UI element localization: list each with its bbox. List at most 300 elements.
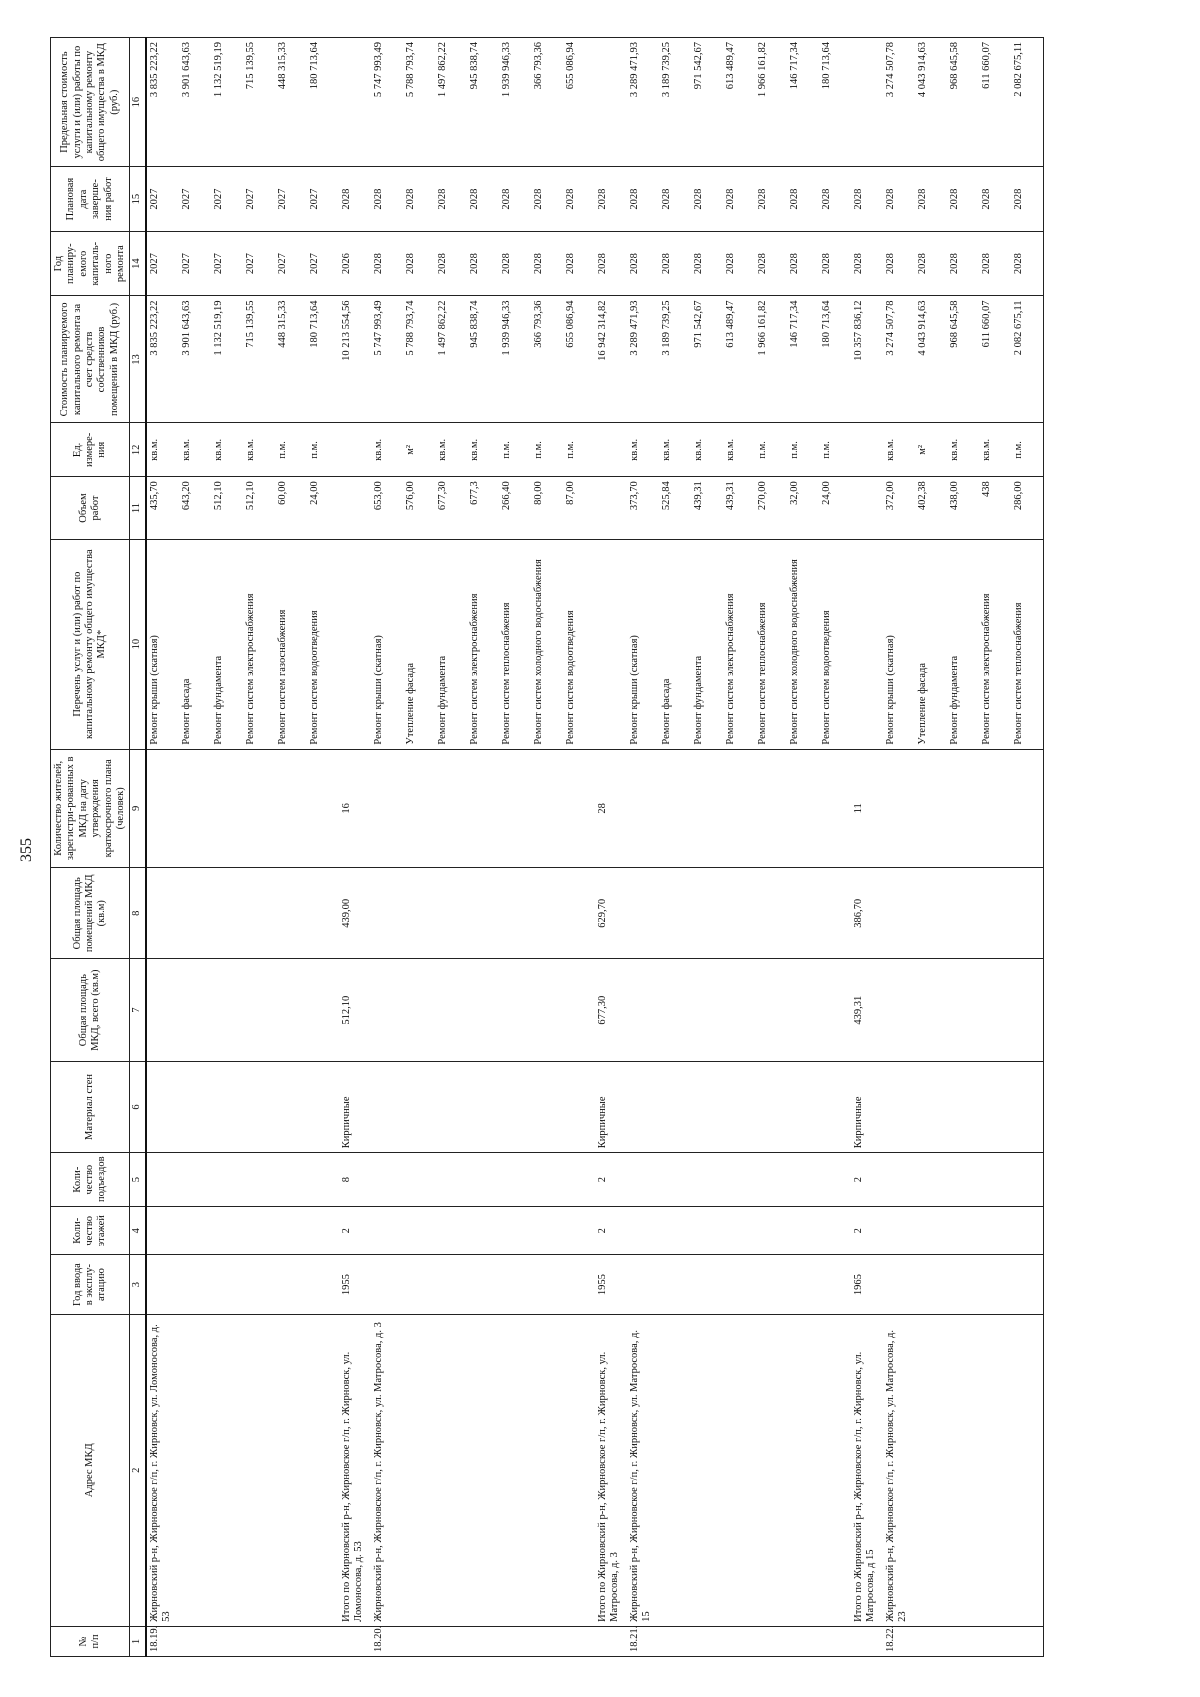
residents-cell [146,749,179,867]
max-cost-cell: 448 315,33 [275,38,307,167]
max-cost-cell: 611 660,07 [979,38,1011,167]
table-row [499,38,531,1657]
repair-year-cell: 2028 [435,231,467,296]
planned-cost-cell: 146 717,34 [787,296,819,423]
max-cost-cell: 971 542,67 [691,38,723,167]
table-row [819,38,851,1657]
total-area-cell [275,959,307,1061]
address-cell [979,1314,1011,1626]
header-cell: Материал стен [51,1061,130,1152]
year-built-cell [659,1255,691,1314]
residents-cell [531,749,563,867]
wall-material-cell [627,1061,659,1152]
residents-cell [691,749,723,867]
completion-date-cell: 2028 [371,167,403,232]
work-volume-cell: 525,84 [659,477,691,539]
work-volume-cell: 372,00 [883,477,915,539]
table-row [723,38,755,1657]
table-row [307,38,339,1657]
total-area-cell [179,959,211,1061]
planned-cost-cell: 4 043 914,63 [915,296,947,423]
work-volume-cell: 677,30 [435,477,467,539]
page-number: 355 [18,838,35,862]
work-volume-cell: 439,31 [691,477,723,539]
unit-cell: кв.м. [146,423,179,477]
repair-year-cell: 2028 [403,231,435,296]
wall-material-cell [211,1061,243,1152]
floors-cell [179,1207,211,1255]
work-type-cell [851,539,883,749]
address-cell [819,1314,851,1626]
premises-area-cell [563,868,595,959]
header-row [51,38,130,1657]
premises-area-cell [211,868,243,959]
year-built-cell: 1965 [851,1255,883,1314]
entrances-cell [275,1153,307,1207]
table-row [851,38,883,1657]
year-built-cell [979,1255,1011,1314]
repair-year-cell: 2028 [659,231,691,296]
year-built-cell [179,1255,211,1314]
row-number-cell [403,1626,435,1656]
planned-cost-cell: 1 966 161,82 [755,296,787,423]
unit-cell: кв.м. [627,423,659,477]
repair-year-cell: 2028 [915,231,947,296]
header-cell: Год ввода в эксплу-атацию [51,1255,130,1314]
row-number-cell: 18.19. [146,1626,179,1656]
repair-year-cell: 2028 [947,231,979,296]
year-built-cell [819,1255,851,1314]
row-number-cell: 18.22. [883,1626,915,1656]
column-number: 7 [130,959,146,1061]
work-type-cell: Ремонт систем теплоснабжения [755,539,787,749]
unit-cell: п.м. [307,423,339,477]
work-type-cell: Ремонт систем теплоснабжения [499,539,531,749]
work-type-cell: Утепление фасада [915,539,947,749]
year-built-cell [947,1255,979,1314]
work-type-cell: Ремонт систем водоотведения [307,539,339,749]
entrances-cell [146,1153,179,1207]
unit-cell: кв.м. [883,423,915,477]
work-volume-cell: 24,00 [307,477,339,539]
total-area-cell [627,959,659,1061]
completion-date-cell: 2027 [179,167,211,232]
entrances-cell [723,1153,755,1207]
max-cost-cell [595,38,627,167]
repair-year-cell: 2027 [275,231,307,296]
work-type-cell: Ремонт крыши (скатная) [627,539,659,749]
year-built-cell [467,1255,499,1314]
repair-year-cell: 2028 [531,231,563,296]
floors-cell [211,1207,243,1255]
floors-cell: 2 [851,1207,883,1255]
repair-year-cell: 2028 [627,231,659,296]
premises-area-cell [146,868,179,959]
header-cell: Ед. измере-ния [51,423,130,477]
premises-area-cell [307,868,339,959]
total-area-cell [659,959,691,1061]
wall-material-cell [659,1061,691,1152]
table-row [243,38,275,1657]
max-cost-cell: 3 274 507,78 [883,38,915,167]
floors-cell [627,1207,659,1255]
residents-cell [723,749,755,867]
table-row [595,38,627,1657]
row-number-cell: 18.21. [627,1626,659,1656]
year-built-cell [531,1255,563,1314]
residents-cell [275,749,307,867]
wall-material-cell [275,1061,307,1152]
table-row [627,38,659,1657]
unit-cell: кв.м. [467,423,499,477]
work-volume-cell: 266,40 [499,477,531,539]
wall-material-cell: Кирпичные [339,1061,371,1152]
entrances-cell: 8 [339,1153,371,1207]
wall-material-cell [787,1061,819,1152]
max-cost-cell: 1 132 519,19 [211,38,243,167]
header-cell: Предельная стоимость услуги и (или) работы по капитальному ремонту общего имущества в МКД (руб.) [51,38,130,167]
row-number-cell [819,1626,851,1656]
completion-date-cell: 2028 [467,167,499,232]
table-row [1011,38,1044,1657]
work-type-cell: Ремонт систем холодного водоснабжения [531,539,563,749]
work-volume-cell: 60,00 [275,477,307,539]
work-volume-cell: 643,20 [179,477,211,539]
entrances-cell [243,1153,275,1207]
work-type-cell: Ремонт крыши (скатная) [371,539,403,749]
year-built-cell [371,1255,403,1314]
wall-material-cell [947,1061,979,1152]
floors-cell [531,1207,563,1255]
planned-cost-cell: 715 139,55 [243,296,275,423]
residents-cell [179,749,211,867]
address-cell [243,1314,275,1626]
max-cost-cell: 1 939 946,33 [499,38,531,167]
planned-cost-cell: 1 939 946,33 [499,296,531,423]
premises-area-cell [627,868,659,959]
year-built-cell [883,1255,915,1314]
header-cell: Плановая дата заверше-ния работ [51,167,130,232]
repair-year-cell: 2027 [243,231,275,296]
column-number: 10 [130,539,146,749]
residents-cell [307,749,339,867]
table-row [211,38,243,1657]
unit-cell: кв.м. [371,423,403,477]
max-cost-cell: 5 747 993,49 [371,38,403,167]
total-area-cell [563,959,595,1061]
completion-date-cell: 2028 [723,167,755,232]
floors-cell [243,1207,275,1255]
entrances-cell [691,1153,723,1207]
address-cell: Жирновский р-н, Жирновское г/п, г. Жирновск, ул. Матросова, д. 3 [371,1314,403,1626]
column-number: 5 [130,1153,146,1207]
entrances-cell [755,1153,787,1207]
year-built-cell [435,1255,467,1314]
residents-cell [755,749,787,867]
entrances-cell [403,1153,435,1207]
year-built-cell [755,1255,787,1314]
floors-cell [819,1207,851,1255]
header-cell: Стоимость планируемого капитального ремонта за счет средств собственников помещений в МКД (руб.) [51,296,130,423]
unit-cell: п.м. [755,423,787,477]
total-area-cell [531,959,563,1061]
work-volume-cell: 653,00 [371,477,403,539]
premises-area-cell: 439,00 [339,868,371,959]
column-number: 1 [130,1626,146,1656]
floors-cell [659,1207,691,1255]
year-built-cell [627,1255,659,1314]
residents-cell: 16 [339,749,371,867]
wall-material-cell [307,1061,339,1152]
entrances-cell [787,1153,819,1207]
completion-date-cell: 2027 [243,167,275,232]
total-area-cell: 439,31 [851,959,883,1061]
table-row [371,38,403,1657]
planned-cost-cell: 3 274 507,78 [883,296,915,423]
total-area-cell: 677,30 [595,959,627,1061]
table-row [883,38,915,1657]
work-type-cell: Ремонт систем теплоснабжения [1011,539,1044,749]
row-number-cell [467,1626,499,1656]
completion-date-cell: 2028 [339,167,371,232]
total-area-cell [883,959,915,1061]
row-number-cell [307,1626,339,1656]
column-number: 3 [130,1255,146,1314]
column-number: 11 [130,477,146,539]
unit-cell: п.м. [275,423,307,477]
work-volume-cell [851,477,883,539]
column-number-row [130,38,146,1657]
planned-cost-cell: 968 645,58 [947,296,979,423]
repair-year-cell: 2028 [371,231,403,296]
repair-year-cell: 2028 [819,231,851,296]
work-type-cell: Ремонт крыши (скатная) [146,539,179,749]
floors-cell [275,1207,307,1255]
table-row [947,38,979,1657]
max-cost-cell: 1 497 862,22 [435,38,467,167]
completion-date-cell: 2028 [595,167,627,232]
wall-material-cell [691,1061,723,1152]
repair-year-cell: 2028 [563,231,595,296]
work-type-cell: Утепление фасада [403,539,435,749]
row-number-cell [435,1626,467,1656]
total-area-cell [755,959,787,1061]
premises-area-cell [915,868,947,959]
row-number-cell [1011,1626,1044,1656]
total-area-cell [787,959,819,1061]
row-number-cell [179,1626,211,1656]
floors-cell [691,1207,723,1255]
row-number-cell [659,1626,691,1656]
premises-area-cell [179,868,211,959]
year-built-cell [1011,1255,1044,1314]
entrances-cell [531,1153,563,1207]
row-number-cell [531,1626,563,1656]
max-cost-cell: 2 082 675,11 [1011,38,1044,167]
table-row [531,38,563,1657]
column-number: 4 [130,1207,146,1255]
max-cost-cell: 5 788 793,74 [403,38,435,167]
address-cell [179,1314,211,1626]
total-area-cell [371,959,403,1061]
premises-area-cell [723,868,755,959]
completion-date-cell: 2028 [851,167,883,232]
planned-cost-cell: 3 189 739,25 [659,296,691,423]
column-number: 13 [130,296,146,423]
total-area-cell [947,959,979,1061]
row-number-cell: 18.20. [371,1626,403,1656]
entrances-cell [563,1153,595,1207]
max-cost-cell: 945 838,74 [467,38,499,167]
planned-cost-cell: 16 942 314,82 [595,296,627,423]
header-cell: Общая площадь МКД, всего (кв.м) [51,959,130,1061]
row-number-cell [851,1626,883,1656]
work-volume-cell: 24,00 [819,477,851,539]
completion-date-cell: 2028 [627,167,659,232]
entrances-cell [627,1153,659,1207]
unit-cell: п.м. [499,423,531,477]
work-volume-cell: 512,10 [211,477,243,539]
row-number-cell [947,1626,979,1656]
header-cell: Коли-чество этажей [51,1207,130,1255]
wall-material-cell [403,1061,435,1152]
total-area-cell [243,959,275,1061]
row-number-cell [723,1626,755,1656]
repair-year-cell: 2028 [691,231,723,296]
work-volume-cell: 438,00 [947,477,979,539]
floors-cell [435,1207,467,1255]
planned-cost-cell: 1 497 862,22 [435,296,467,423]
year-built-cell [403,1255,435,1314]
row-number-cell [563,1626,595,1656]
header-cell: № п/п [51,1626,130,1656]
floors-cell [499,1207,531,1255]
work-volume-cell: 576,00 [403,477,435,539]
completion-date-cell: 2028 [883,167,915,232]
header-cell: Коли-чество подъездов [51,1153,130,1207]
total-area-cell [723,959,755,1061]
completion-date-cell: 2028 [979,167,1011,232]
max-cost-cell: 968 645,58 [947,38,979,167]
table-row [467,38,499,1657]
work-type-cell: Ремонт крыши (скатная) [883,539,915,749]
work-volume-cell: 402,38 [915,477,947,539]
floors-cell [563,1207,595,1255]
row-number-cell [339,1626,371,1656]
wall-material-cell [499,1061,531,1152]
address-cell: Жирновский р-н, Жирновское г/п, г. Жирновск, ул. Матросова, д. 23 [883,1314,915,1626]
unit-cell: п.м. [563,423,595,477]
unit-cell [851,423,883,477]
planned-cost-cell: 655 086,94 [563,296,595,423]
residents-cell [787,749,819,867]
premises-area-cell [371,868,403,959]
planned-cost-cell: 180 713,64 [307,296,339,423]
residents-cell [403,749,435,867]
wall-material-cell [819,1061,851,1152]
work-type-cell: Ремонт фундамента [435,539,467,749]
wall-material-cell [243,1061,275,1152]
premises-area-cell [435,868,467,959]
planned-cost-cell: 971 542,67 [691,296,723,423]
total-area-cell [211,959,243,1061]
table-row [275,38,307,1657]
residents-cell: 11 [851,749,883,867]
entrances-cell: 2 [851,1153,883,1207]
year-built-cell: 1955 [595,1255,627,1314]
entrances-cell [979,1153,1011,1207]
completion-date-cell: 2028 [435,167,467,232]
header-cell: Год планиру-емого капиталь-ного ремонта [51,231,130,296]
wall-material-cell [435,1061,467,1152]
work-type-cell: Ремонт систем электроснабжения [467,539,499,749]
planned-cost-cell: 10 357 836,12 [851,296,883,423]
work-type-cell: Ремонт фасада [659,539,691,749]
residents-cell [467,749,499,867]
completion-date-cell: 2028 [531,167,563,232]
year-built-cell [915,1255,947,1314]
capital-repair-table [50,37,1044,1657]
wall-material-cell [883,1061,915,1152]
year-built-cell [563,1255,595,1314]
work-volume-cell: 512,10 [243,477,275,539]
work-type-cell: Ремонт систем электроснабжения [723,539,755,749]
repair-year-cell: 2028 [787,231,819,296]
entrances-cell [467,1153,499,1207]
work-type-cell: Ремонт фундамента [691,539,723,749]
floors-cell [307,1207,339,1255]
entrances-cell [883,1153,915,1207]
table-row [563,38,595,1657]
residents-cell [211,749,243,867]
repair-year-cell: 2027 [211,231,243,296]
entrances-cell [307,1153,339,1207]
address-cell [755,1314,787,1626]
table-row [339,38,371,1657]
max-cost-cell: 180 713,64 [307,38,339,167]
wall-material-cell [1011,1061,1044,1152]
max-cost-cell: 180 713,64 [819,38,851,167]
entrances-cell: 2 [595,1153,627,1207]
floors-cell [403,1207,435,1255]
address-cell: Жирновский р-н, Жирновское г/п, г. Жирновск, ул. Матросова, д. 15 [627,1314,659,1626]
address-cell [787,1314,819,1626]
floors-cell [1011,1207,1044,1255]
max-cost-cell [851,38,883,167]
premises-area-cell [499,868,531,959]
residents-cell [1011,749,1044,867]
completion-date-cell: 2028 [787,167,819,232]
work-type-cell: Ремонт систем газоснабжения [275,539,307,749]
row-number-cell [211,1626,243,1656]
unit-cell: м² [915,423,947,477]
row-number-cell [595,1626,627,1656]
completion-date-cell: 2028 [915,167,947,232]
address-cell [307,1314,339,1626]
unit-cell: п.м. [1011,423,1044,477]
work-type-cell: Ремонт систем холодного водоснабжения [787,539,819,749]
address-cell [691,1314,723,1626]
row-number-cell [915,1626,947,1656]
total-area-cell [403,959,435,1061]
premises-area-cell [531,868,563,959]
year-built-cell [275,1255,307,1314]
work-volume-cell: 87,00 [563,477,595,539]
completion-date-cell: 2027 [146,167,179,232]
residents-cell [371,749,403,867]
max-cost-cell: 3 289 471,93 [627,38,659,167]
planned-cost-cell: 5 788 793,74 [403,296,435,423]
